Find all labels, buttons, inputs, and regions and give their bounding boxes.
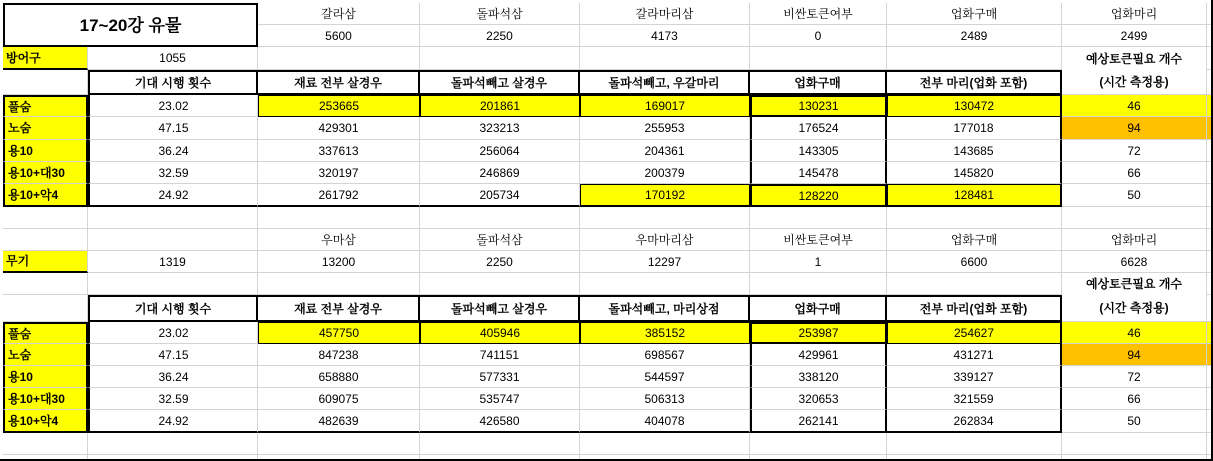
token-count[interactable]: 94 [1062,344,1207,366]
col-header[interactable]: 재료 전부 살경우 [258,295,420,322]
item-value[interactable]: 1055 [88,47,258,70]
category-label[interactable]: 용10 [3,140,88,162]
cell[interactable] [1207,322,1213,344]
cell[interactable] [88,455,258,461]
cell[interactable] [580,433,750,455]
category-label[interactable]: 용10+악4 [3,410,88,433]
cell[interactable] [1207,410,1213,433]
cost-value[interactable]: 321559 [887,388,1062,410]
cost-value[interactable]: 323213 [420,117,580,140]
cell[interactable] [88,229,258,251]
token-count[interactable]: 94 [1062,117,1207,140]
cell[interactable] [1062,455,1207,461]
material-label[interactable]: 갈라삼 [258,3,420,25]
cell[interactable] [580,273,750,295]
cost-value[interactable]: 385152 [580,322,750,344]
token-count[interactable]: 66 [1062,162,1207,184]
material-value[interactable]: 4173 [580,25,750,47]
cell[interactable] [1207,344,1213,366]
cell[interactable] [1062,433,1207,455]
cell[interactable] [3,70,88,95]
cost-value[interactable]: 457750 [258,322,420,344]
cost-value[interactable]: 262834 [887,410,1062,433]
cost-value[interactable]: 246869 [420,162,580,184]
material-value[interactable]: 6628 [1062,251,1207,273]
token-header-line2[interactable]: (시간 측정용) [1062,295,1207,322]
cost-value[interactable]: 201861 [420,95,580,117]
material-label[interactable]: 업화구매 [887,229,1062,251]
category-label[interactable]: 노숨 [3,117,88,140]
cell[interactable] [1207,455,1213,461]
cost-value[interactable]: 253987 [750,322,887,344]
cell[interactable] [420,273,580,295]
cost-value[interactable]: 404078 [580,410,750,433]
cell[interactable] [1207,251,1213,273]
cost-value[interactable]: 204361 [580,140,750,162]
expected-trials[interactable]: 36.24 [88,366,258,388]
cost-value[interactable]: 255953 [580,117,750,140]
cost-value[interactable]: 128481 [887,184,1062,207]
cost-value[interactable]: 145820 [887,162,1062,184]
cost-value[interactable]: 698567 [580,344,750,366]
cell[interactable] [258,207,420,229]
cell[interactable] [580,455,750,461]
token-count[interactable]: 50 [1062,410,1207,433]
cell[interactable] [1207,273,1213,295]
col-header[interactable]: 업화구매 [750,70,887,95]
cell[interactable] [887,207,1062,229]
category-label[interactable]: 용10+악4 [3,184,88,207]
cost-value[interactable]: 535747 [420,388,580,410]
cost-value[interactable]: 253665 [258,95,420,117]
item-label-weapon[interactable]: 무기 [3,251,88,273]
cost-value[interactable]: 338120 [750,366,887,388]
cell[interactable] [750,47,887,70]
cell[interactable] [750,455,887,461]
material-value[interactable]: 1 [750,251,887,273]
cost-value[interactable]: 847238 [258,344,420,366]
cost-value[interactable]: 262141 [750,410,887,433]
cell[interactable] [1207,162,1213,184]
token-count[interactable]: 66 [1062,388,1207,410]
token-count[interactable]: 46 [1062,322,1207,344]
material-label[interactable]: 우마마리삼 [580,229,750,251]
cost-value[interactable]: 506313 [580,388,750,410]
cell[interactable] [1207,47,1213,70]
cost-value[interactable]: 177018 [887,117,1062,140]
material-value[interactable]: 2499 [1062,25,1207,47]
token-count[interactable]: 72 [1062,140,1207,162]
cost-value[interactable]: 431271 [887,344,1062,366]
cell[interactable] [1207,3,1213,25]
cost-value[interactable]: 254627 [887,322,1062,344]
cell[interactable] [1207,70,1213,95]
cell[interactable] [420,455,580,461]
cell[interactable] [1207,140,1213,162]
cell[interactable] [580,207,750,229]
expected-trials[interactable]: 24.92 [88,410,258,433]
cell[interactable] [88,433,258,455]
col-header[interactable]: 돌파석빼고, 마리상점 [580,295,750,322]
cost-value[interactable]: 741151 [420,344,580,366]
cost-value[interactable]: 482639 [258,410,420,433]
category-label[interactable]: 풀숨 [3,95,88,117]
material-value[interactable]: 6600 [887,251,1062,273]
cost-value[interactable]: 128220 [750,184,887,207]
cost-value[interactable]: 200379 [580,162,750,184]
expected-trials[interactable]: 47.15 [88,117,258,140]
expected-trials[interactable]: 23.02 [88,322,258,344]
material-label[interactable]: 업화마리 [1062,229,1207,251]
category-label[interactable]: 풀숨 [3,322,88,344]
material-value[interactable]: 0 [750,25,887,47]
cost-value[interactable]: 205734 [420,184,580,207]
cell[interactable] [420,47,580,70]
expected-trials[interactable]: 32.59 [88,388,258,410]
expected-trials[interactable]: 32.59 [88,162,258,184]
cell[interactable] [420,433,580,455]
cell[interactable] [1207,295,1213,322]
material-label[interactable]: 비싼토큰여부 [750,229,887,251]
cost-value[interactable]: 426580 [420,410,580,433]
material-label[interactable]: 돌파석삼 [420,229,580,251]
cell[interactable] [1207,95,1213,117]
token-header-line2[interactable]: (시간 측정용) [1062,70,1207,95]
cell[interactable] [3,433,88,455]
cost-value[interactable]: 609075 [258,388,420,410]
cost-value[interactable]: 143685 [887,140,1062,162]
cell[interactable] [750,433,887,455]
cost-value[interactable]: 170192 [580,184,750,207]
cost-value[interactable]: 405946 [420,322,580,344]
col-header[interactable]: 돌파석빼고 살경우 [420,295,580,322]
token-count[interactable]: 50 [1062,184,1207,207]
cell[interactable] [3,455,88,461]
material-label[interactable]: 비싼토큰여부 [750,3,887,25]
cell[interactable] [750,207,887,229]
cell[interactable] [3,295,88,322]
cell[interactable] [750,273,887,295]
material-label[interactable]: 갈라마리삼 [580,3,750,25]
token-header-line1[interactable]: 예상토큰필요 개수 [1062,273,1207,295]
item-label-armor[interactable]: 방어구 [3,47,88,70]
col-header[interactable]: 기대 시행 횟수 [88,295,258,322]
cell[interactable] [1207,388,1213,410]
expected-trials[interactable]: 23.02 [88,95,258,117]
cost-value[interactable]: 577331 [420,366,580,388]
cell[interactable] [887,273,1062,295]
cell[interactable] [1207,184,1213,207]
cell[interactable] [258,47,420,70]
category-label[interactable]: 노숨 [3,344,88,366]
col-header[interactable]: 재료 전부 살경우 [258,70,420,95]
col-header[interactable]: 돌파석빼고 살경우 [420,70,580,95]
material-value[interactable]: 5600 [258,25,420,47]
sheet-title[interactable]: 17~20강 유물 [3,3,258,47]
cost-value[interactable]: 429301 [258,117,420,140]
col-header[interactable]: 돌파석빼고, 우갈마리 [580,70,750,95]
category-label[interactable]: 용10+대30 [3,388,88,410]
col-header[interactable]: 기대 시행 횟수 [88,70,258,95]
material-label[interactable]: 돌파석삼 [420,3,580,25]
material-value[interactable]: 2250 [420,251,580,273]
cost-value[interactable]: 261792 [258,184,420,207]
material-value[interactable]: 2250 [420,25,580,47]
cost-value[interactable]: 320197 [258,162,420,184]
cell[interactable] [258,455,420,461]
col-header[interactable]: 전부 마리(업화 포함) [887,70,1062,95]
material-label[interactable]: 업화구매 [887,3,1062,25]
token-header-line1[interactable]: 예상토큰필요 개수 [1062,47,1207,70]
cost-value[interactable]: 256064 [420,140,580,162]
cell[interactable] [1062,207,1207,229]
cost-value[interactable]: 429961 [750,344,887,366]
cell[interactable] [3,207,88,229]
expected-trials[interactable]: 24.92 [88,184,258,207]
cell[interactable] [1207,207,1213,229]
expected-trials[interactable]: 36.24 [88,140,258,162]
material-value[interactable]: 12297 [580,251,750,273]
cell[interactable] [3,273,88,295]
cell[interactable] [1207,433,1213,455]
cost-value[interactable]: 176524 [750,117,887,140]
item-value[interactable]: 1319 [88,251,258,273]
cost-value[interactable]: 337613 [258,140,420,162]
cost-value[interactable]: 658880 [258,366,420,388]
cell[interactable] [1207,25,1213,47]
cell[interactable] [1207,117,1213,140]
cost-value[interactable]: 169017 [580,95,750,117]
col-header[interactable]: 전부 마리(업화 포함) [887,295,1062,322]
material-label[interactable]: 업화마리 [1062,3,1207,25]
cell[interactable] [258,433,420,455]
cell[interactable] [3,229,88,251]
cost-value[interactable]: 339127 [887,366,1062,388]
cell[interactable] [1207,229,1213,251]
cost-value[interactable]: 320653 [750,388,887,410]
cell[interactable] [887,455,1062,461]
cell[interactable] [88,273,258,295]
category-label[interactable]: 용10+대30 [3,162,88,184]
cell[interactable] [580,47,750,70]
material-value[interactable]: 2489 [887,25,1062,47]
cell[interactable] [420,207,580,229]
cell[interactable] [258,273,420,295]
cost-value[interactable]: 130231 [750,95,887,117]
cost-value[interactable]: 145478 [750,162,887,184]
cost-value[interactable]: 544597 [580,366,750,388]
cell[interactable] [887,47,1062,70]
cost-value[interactable]: 130472 [887,95,1062,117]
cell[interactable] [88,207,258,229]
material-label[interactable]: 우마삼 [258,229,420,251]
token-count[interactable]: 72 [1062,366,1207,388]
cell[interactable] [887,433,1062,455]
category-label[interactable]: 용10 [3,366,88,388]
cell[interactable] [1207,366,1213,388]
col-header[interactable]: 업화구매 [750,295,887,322]
cost-value[interactable]: 143305 [750,140,887,162]
token-count[interactable]: 46 [1062,95,1207,117]
material-value[interactable]: 13200 [258,251,420,273]
expected-trials[interactable]: 47.15 [88,344,258,366]
